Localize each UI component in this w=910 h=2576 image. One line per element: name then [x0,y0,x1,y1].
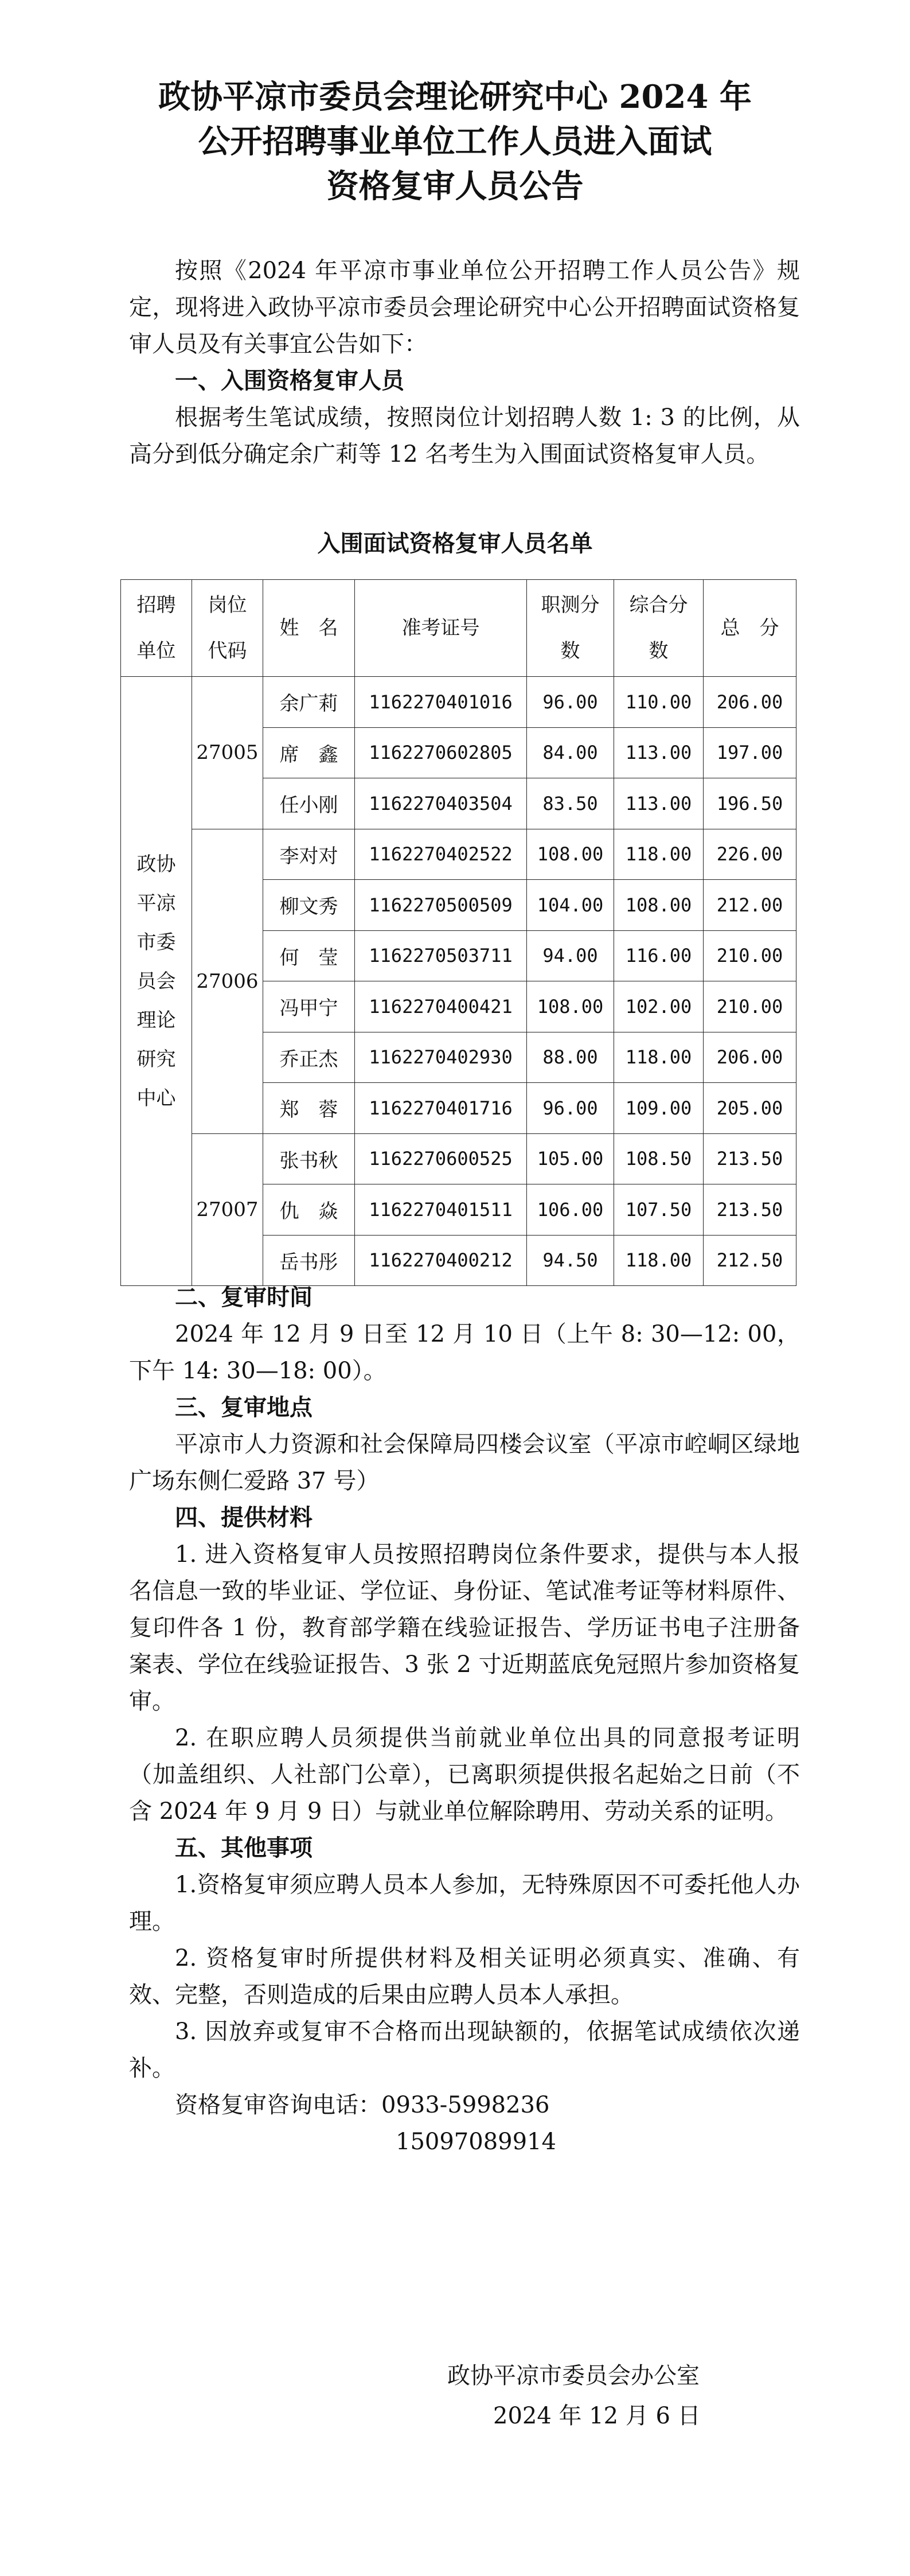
total-score: 197.00 [704,727,796,778]
total-score: 213.50 [704,1133,796,1184]
total-score: 206.00 [704,1032,796,1083]
header-ticket: 准考证号 [355,580,527,677]
table-header-row [121,580,796,677]
signature-org: 政协平凉市委员会办公室 [447,2363,700,2389]
candidate-name: 李对对 [263,829,355,880]
comp-score: 118.00 [614,1032,704,1083]
total-score: 205.00 [704,1083,796,1134]
total-score: 210.00 [704,930,796,981]
header-comp-score: 综合分数 [614,580,704,677]
ticket-number: 1162270402522 [355,829,527,880]
section-2-heading: 二、复审时间 [175,1284,313,1311]
ticket-number: 1162270503711 [355,930,527,981]
ticket-number: 1162270402930 [355,1032,527,1083]
candidate-name: 余广莉 [263,677,355,728]
comp-score: 102.00 [614,981,704,1032]
header-name: 姓 名 [263,580,355,677]
header-test-score: 职测分数 [527,580,614,677]
section-2-text: 2024 年 12 月 9 日至 12 月 10 日（上午 8: 30—12: 00，下午 14: 30—18: 00）。 [129,1321,800,1384]
candidate-name: 冯甲宁 [263,981,355,1032]
total-score: 212.00 [704,880,796,931]
test-score: 96.00 [527,1083,614,1134]
test-score: 108.00 [527,829,614,880]
ticket-number: 1162270500509 [355,880,527,931]
comp-score: 113.00 [614,727,704,778]
section-5-paragraph-3: 3. 因放弃或复审不合格而出现缺额的，依据笔试成绩依次递补。 [129,2018,800,2082]
comp-score: 109.00 [614,1083,704,1134]
test-score: 83.50 [527,778,614,829]
comp-score: 113.00 [614,778,704,829]
total-score: 196.50 [704,778,796,829]
ticket-number: 1162270602805 [355,727,527,778]
test-score: 84.00 [527,727,614,778]
ticket-number: 1162270401511 [355,1184,527,1236]
section-4-paragraph-1: 1. 进入资格复审人员按照招聘岗位条件要求，提供与本人报名信息一致的毕业证、学位证、身份证、笔试准考证等材料原件、复印件各 1 份，教育部学籍在线验证报告、学历证书电子注册备案表、学位在线验证报告、3 张 2 寸近期蓝底免冠照片参加资格复审。 [129,1541,800,1714]
post-code-cell: 27007 [192,1133,263,1286]
section-3-heading: 三、复审地点 [175,1394,313,1421]
comp-score: 110.00 [614,677,704,728]
section-1-text: 根据考生笔试成绩，按照岗位计划招聘人数 1: 3 的比例，从高分到低分确定余广莉等 12 名考生为入围面试资格复审人员。 [129,404,800,467]
section-3-text: 平凉市人力资源和社会保障局四楼会议室（平凉市崆峒区绿地广场东侧仁爱路 37 号） [129,1431,800,1494]
title-line-3: 资格复审人员公告 [326,167,584,205]
candidate-name: 岳书彤 [263,1235,355,1286]
post-code-cell: 27005 [192,677,263,829]
post-code-cell: 27006 [192,829,263,1133]
test-score: 96.00 [527,677,614,728]
candidate-name: 任小刚 [263,778,355,829]
comp-score: 118.00 [614,829,704,880]
total-score: 210.00 [704,981,796,1032]
title-line-2: 公开招聘事业单位工作人员进入面试 [198,123,712,161]
header-total: 总 分 [704,580,796,677]
comp-score: 107.50 [614,1184,704,1236]
contact-line [175,2087,549,2123]
comp-score: 108.00 [614,880,704,931]
table-row [121,677,796,728]
contact-label: 资格复审咨询电话： [175,2092,381,2118]
candidate-name: 何 莹 [263,930,355,981]
candidate-name: 柳文秀 [263,880,355,931]
page-title [0,75,910,209]
total-score: 212.50 [704,1235,796,1286]
intro-paragraph: 按照《2024 年平凉市事业单位公开招聘工作人员公告》规定，现将进入政协平凉市委员会理论研究中心公开招聘面试资格复审人员及有关事宜公告如下： [129,258,800,357]
candidate-name: 郑 蓉 [263,1083,355,1134]
comp-score: 108.50 [614,1133,704,1184]
unit-cell: 政协平凉市委员会理论研究中心 [121,677,192,1286]
candidate-table [120,579,796,1286]
total-score: 213.50 [704,1184,796,1236]
candidate-name: 张书秋 [263,1133,355,1184]
test-score: 88.00 [527,1032,614,1083]
title-line-1: 政协平凉市委员会理论研究中心 2024 年 [158,78,752,116]
comp-score: 118.00 [614,1235,704,1286]
comp-score: 116.00 [614,930,704,981]
signature-date: 2024 年 12 月 6 日 [493,2403,701,2429]
test-score: 94.00 [527,930,614,981]
section-4-heading: 四、提供材料 [175,1505,313,1531]
table-title: 入围面试资格复审人员名单 [317,530,593,557]
test-score: 105.00 [527,1133,614,1184]
table-row [121,829,796,880]
table-row [121,1133,796,1184]
section-5-heading: 五、其他事项 [175,1835,313,1861]
section-1-heading: 一、入围资格复审人员 [175,368,404,394]
section-4-paragraph-2: 2. 在职应聘人员须提供当前就业单位出具的同意报考证明（加盖组织、人社部门公章），已离职须提供报名起始之日前（不含 2024 年 9 月 9 日）与就业单位解除聘用、劳动关系的证明。 [129,1725,800,1825]
test-score: 106.00 [527,1184,614,1236]
candidate-name: 席 鑫 [263,727,355,778]
ticket-number: 1162270400212 [355,1235,527,1286]
ticket-number: 1162270400421 [355,981,527,1032]
candidate-name: 乔正杰 [263,1032,355,1083]
header-unit: 招聘单位 [121,580,192,677]
test-score: 108.00 [527,981,614,1032]
section-5-paragraph-1: 1.资格复审须应聘人员本人参加，无特殊原因不可委托他人办理。 [129,1872,800,1935]
test-score: 94.50 [527,1235,614,1286]
total-score: 226.00 [704,829,796,880]
ticket-number: 1162270600525 [355,1133,527,1184]
ticket-number: 1162270401716 [355,1083,527,1134]
test-score: 104.00 [527,880,614,931]
ticket-number: 1162270401016 [355,677,527,728]
total-score: 206.00 [704,677,796,728]
header-code: 岗位代码 [192,580,263,677]
section-5-paragraph-2: 2. 资格复审时所提供材料及相关证明必须真实、准确、有效、完整，否则造成的后果由应聘人员本人承担。 [129,1945,800,2008]
candidate-name: 仇 焱 [263,1184,355,1236]
contact-phone-1: 0933-5998236 [381,2092,550,2118]
contact-phone-2: 15097089914 [396,2129,556,2155]
ticket-number: 1162270403504 [355,778,527,829]
